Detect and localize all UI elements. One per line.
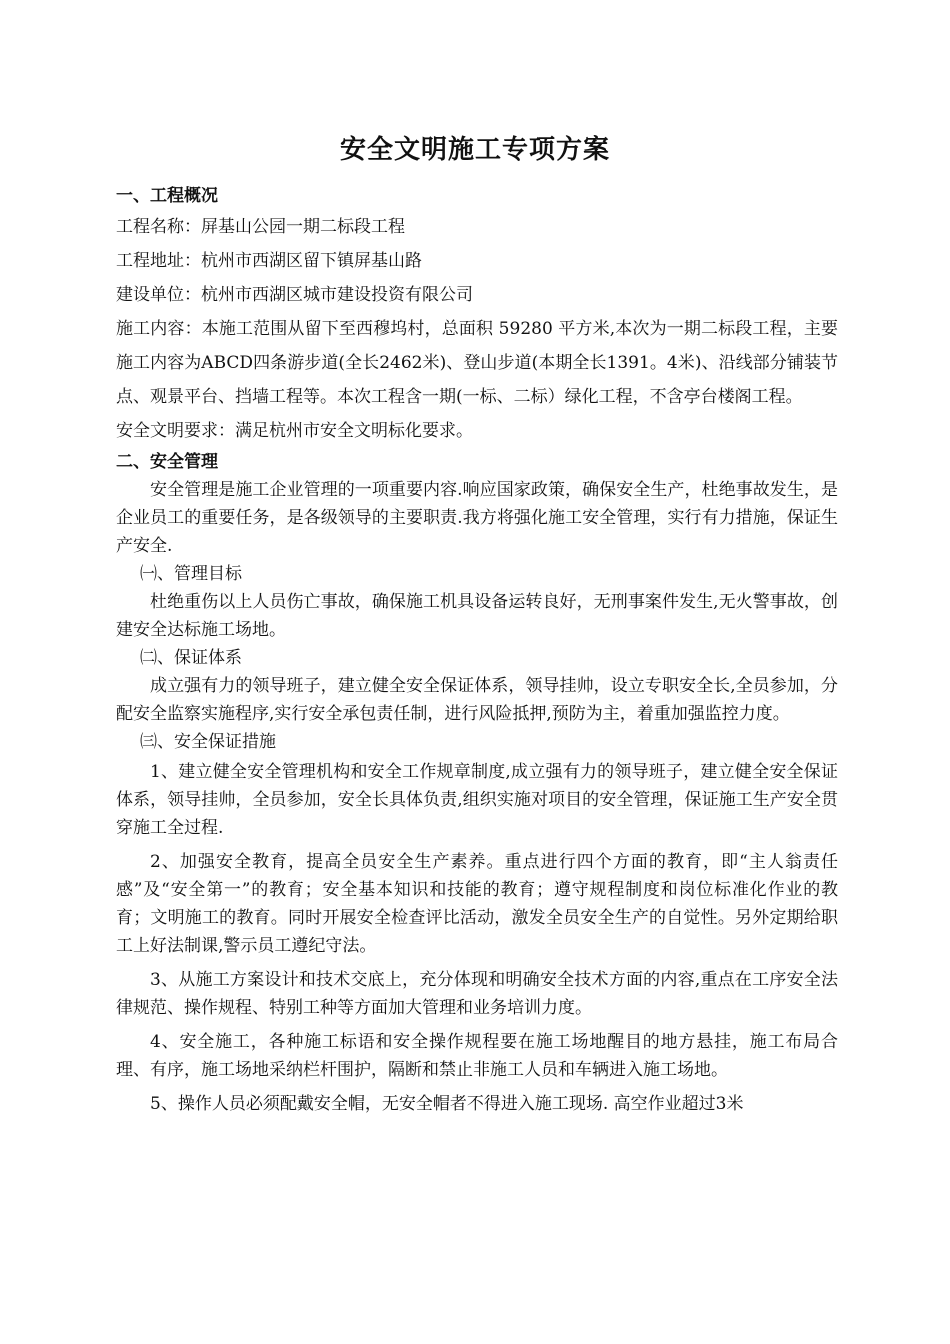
measure-item: 2、加强安全教育，提高全员安全生产素养。重点进行四个方面的教育，即“主人翁责任感”及“安全第一”的教育；安全基本知识和技能的教育；遵守规程制度和岗位标准化作业的教育；文明施工的教育。同时开展安全检查评比活动，激发全员安全生产的自觉性。另外定期给职工上好法制课,警示员工遵纪守法。 (116, 852, 838, 956)
section-heading-overview: 一、工程概况 (116, 186, 218, 206)
project-owner: 建设单位：杭州市西湖区城市建设投资有限公司 (116, 285, 473, 305)
project-address: 工程地址：杭州市西湖区留下镇屏基山路 (116, 251, 422, 271)
measure-item: 4、安全施工，各种施工标语和安全操作规程要在施工场地醒目的地方悬挂，施工布局合理、有序，施工场地采纳栏杆围护，隔断和禁止非施工人员和车辆进入施工场地。 (116, 1032, 838, 1080)
project-name: 工程名称：屏基山公园一期二标段工程 (116, 217, 405, 237)
document-body (116, 182, 838, 1124)
measure-item: 1、建立健全安全管理机构和安全工作规章制度,成立强有力的领导班子，建立健全安全保证体系，领导挂帅，全员参加，安全长具体负责,组织实施对项目的安全管理，保证施工生产安全贯穿施工全过程. (116, 762, 838, 838)
subheading-system: ㈡、保证体系 (140, 648, 242, 668)
subheading-measures: ㈢、安全保证措施 (140, 732, 276, 752)
goal-text: 杜绝重伤以上人员伤亡事故，确保施工机具设备运转良好，无刑事案件发生,无火警事故，创建安全达标施工场地。 (116, 592, 838, 640)
system-text: 成立强有力的领导班子，建立健全安全保证体系，领导挂帅，设立专职安全长,全员参加，分配安全监察实施程序,实行安全承包责任制，进行风险抵押,预防为主，着重加强监控力度。 (116, 676, 838, 724)
subheading-goal: ㈠、管理目标 (140, 564, 242, 584)
measure-item: 5、操作人员必须配戴安全帽，无安全帽者不得进入施工现场. 高空作业超过3米 (150, 1094, 744, 1114)
page-title: 安全文明施工专项方案 (339, 135, 610, 165)
safety-intro: 安全管理是施工企业管理的一项重要内容.响应国家政策，确保安全生产，杜绝事故发生，是企业员工的重要任务，是各级领导的主要职责.我方将强化施工安全管理，实行有力措施，保证生产安全. (116, 480, 838, 556)
measure-item: 3、从施工方案设计和技术交底上，充分体现和明确安全技术方面的内容,重点在工序安全法律规范、操作规程、特别工种等方面加大管理和业务培训力度。 (116, 970, 838, 1018)
section-heading-safety: 二、安全管理 (116, 452, 218, 472)
safety-requirement: 安全文明要求：满足杭州市安全文明标化要求。 (116, 421, 473, 441)
project-scope: 施工内容：本施工范围从留下至西穆坞村，总面积 59280 平方米,本次为一期二标段工程，主要施工内容为ABCD四条游步道(全长2462米)、登山步道(本期全长1391。4米)、沿线部分铺装节点、观景平台、挡墙工程等。本次工程含一期(一标、二标）绿化工程，不含亭台楼阁工程。 (116, 319, 838, 407)
